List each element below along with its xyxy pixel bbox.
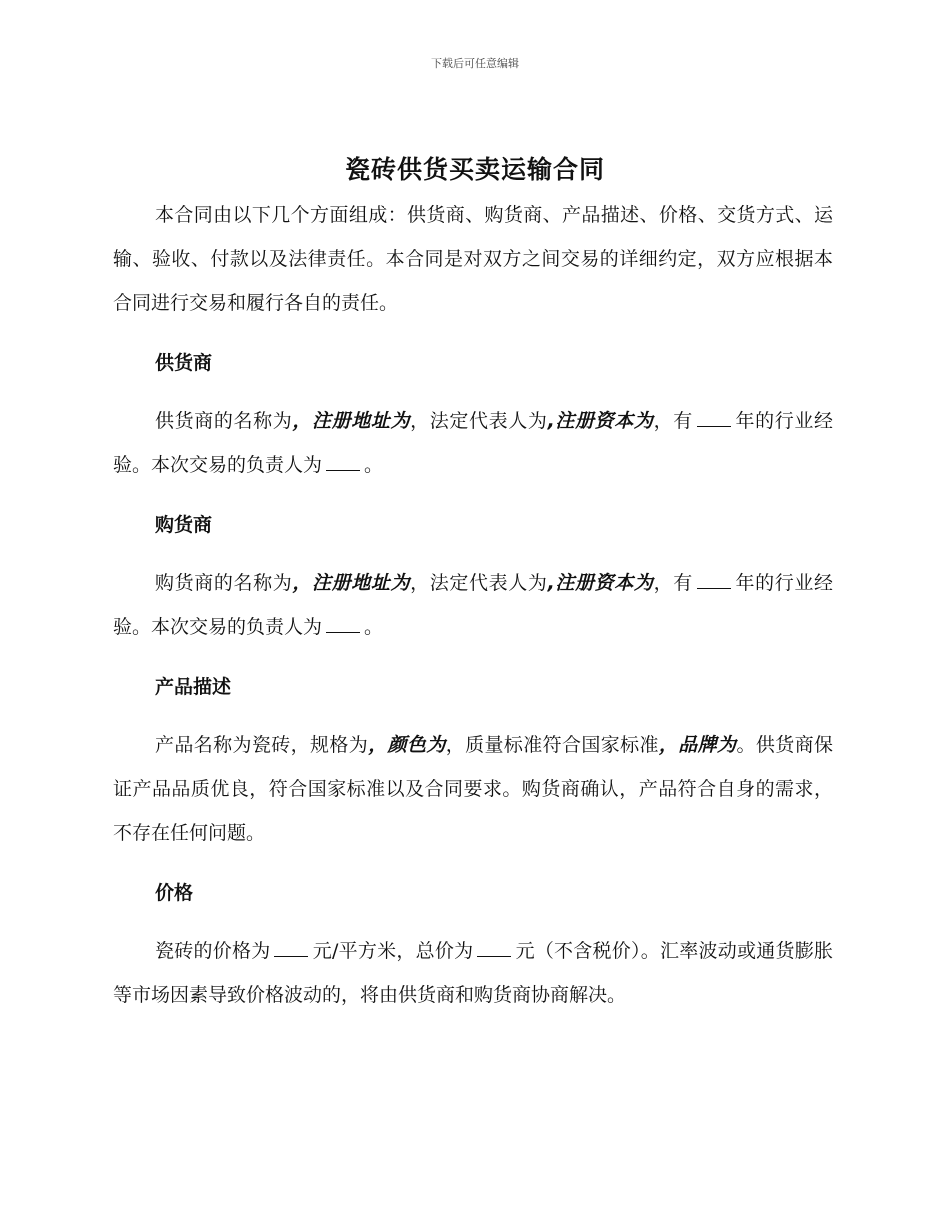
supplier-years-blank bbox=[697, 406, 731, 427]
supplier-address-label: ，注册地址为 bbox=[292, 410, 411, 432]
buyer-paragraph bbox=[113, 561, 833, 649]
product-text-3: 。供货商保证产品品质优良，符合国家标准以及合同要求。购货商确认，产品符合自身的需求，不存在任何问题。 bbox=[113, 734, 833, 844]
buyer-heading: 购货商 bbox=[155, 514, 213, 536]
supplier-text-2: ，法定代表人为 bbox=[410, 410, 548, 432]
price-paragraph bbox=[113, 929, 833, 1017]
header-note: 下载后可任意编辑 bbox=[431, 57, 519, 70]
intro-paragraph: 本合同由以下几个方面组成：供货商、购货商、产品描述、价格、交货方式、运输、验收、付款以及法律责任。本合同是对双方之间交易的详细约定，双方应根据本合同进行交易和履行各自的责任。 bbox=[113, 204, 833, 314]
supplier-capital-label: ,注册资本为 bbox=[547, 410, 654, 432]
buyer-text-3: ，有 bbox=[653, 572, 693, 594]
price-text-3: 元（不含税价）。汇率波动或通货膨胀等市场因素导致价格波动的，将由供货商和购货商协商解决。 bbox=[113, 940, 833, 1006]
price-heading: 价格 bbox=[155, 882, 194, 904]
unit-price-blank bbox=[274, 936, 308, 957]
price-text-2: 元/平方米，总价为 bbox=[312, 940, 474, 962]
buyer-text-5: 。 bbox=[364, 616, 384, 638]
buyer-capital-label: ,注册资本为 bbox=[547, 572, 654, 594]
buyer-manager-blank bbox=[326, 612, 360, 633]
product-brand-label: ，品牌为 bbox=[658, 734, 737, 756]
buyer-years-blank bbox=[697, 568, 731, 589]
supplier-text-5: 。 bbox=[364, 454, 384, 476]
supplier-text-4: 年的行业经验。本次交易的负责人为 bbox=[113, 410, 833, 476]
product-color-label: ，颜色为 bbox=[368, 734, 446, 756]
supplier-heading: 供货商 bbox=[155, 352, 213, 374]
document-title: 瓷砖供货买卖运输合同 bbox=[344, 155, 605, 184]
supplier-paragraph bbox=[113, 399, 833, 487]
total-price-blank bbox=[477, 936, 511, 957]
document-body bbox=[113, 193, 833, 1017]
price-text-1: 瓷砖的价格为 bbox=[155, 940, 271, 962]
product-paragraph bbox=[113, 723, 833, 855]
buyer-address-label: ，注册地址为 bbox=[292, 572, 411, 594]
product-heading: 产品描述 bbox=[155, 676, 232, 698]
supplier-text-3: ，有 bbox=[653, 410, 693, 432]
buyer-text-4: 年的行业经验。本次交易的负责人为 bbox=[113, 572, 833, 638]
buyer-text-2: ，法定代表人为 bbox=[410, 572, 548, 594]
product-text-1: 产品名称为瓷砖，规格为 bbox=[155, 734, 369, 756]
buyer-text-1: 购货商的名称为 bbox=[155, 572, 293, 594]
supplier-manager-blank bbox=[326, 450, 360, 471]
supplier-text-1: 供货商的名称为 bbox=[155, 410, 293, 432]
product-text-2: ，质量标准符合国家标准 bbox=[445, 734, 659, 756]
